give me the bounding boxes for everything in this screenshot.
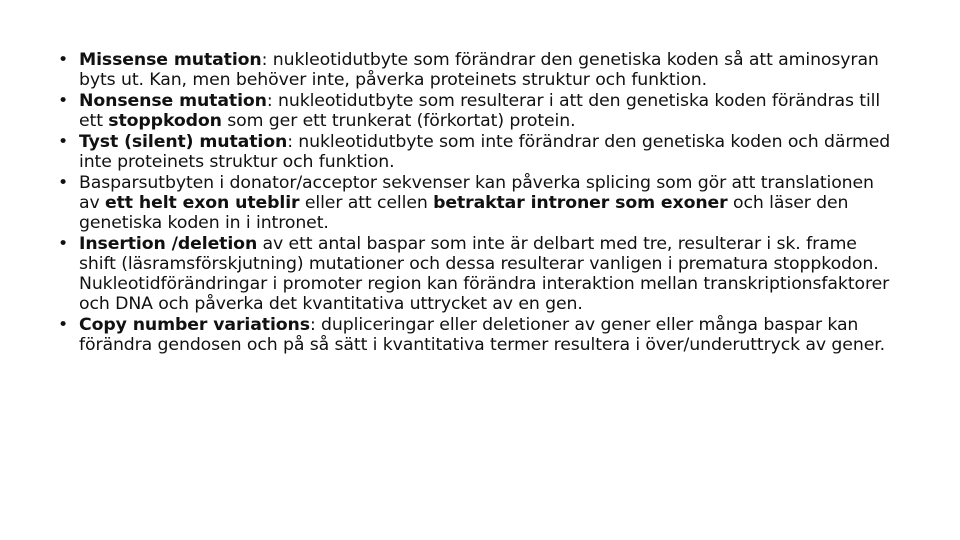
description-insertion-deletion: av ett antal baspar som inte är delbart med tre, resulterar i sk. frame shift (läsramsförskjutning) mutationer och dessa resulterar vanligen i prematura stoppkodon. Nukleotidförändringar i promoter region kan förändra interaktion mellan transkriptionsfaktorer och DNA och påverka det kvantitativa uttrycket av en gen. — [79, 234, 890, 314]
bullet-icon: • — [58, 173, 69, 193]
description-nonsense-mutation-before: : nukleotidutbyte som resulterar i att den genetiska koden förändras till ett — [79, 91, 881, 131]
bullet-icon: • — [58, 234, 69, 254]
description-splicing-before: Basparsutbyten i donator/acceptor sekvenser kan påverka splicing som gör att translationen av — [79, 173, 874, 213]
description-silent-mutation: : nukleotidutbyte som inte förändrar den genetiska koden och därmed inte proteinets struktur och funktion. — [79, 132, 891, 172]
emphasis-stoppkodon: stoppkodon — [108, 111, 222, 131]
term-nonsense-mutation: Nonsense mutation — [79, 91, 267, 111]
bullet-icon: • — [58, 91, 69, 111]
bullet-icon: • — [58, 132, 69, 152]
bullet-copy-number-variations — [58, 315, 898, 355]
bullet-silent-mutation — [58, 132, 898, 172]
term-copy-number-variations: Copy number variations — [79, 315, 310, 335]
emphasis-exon-skipping: ett helt exon uteblir — [105, 193, 300, 213]
bullet-missense-mutation — [58, 50, 898, 90]
term-missense-mutation: Missense mutation — [79, 50, 262, 70]
description-missense-mutation: : nukleotidutbyte som förändrar den genetiska koden så att aminosyran byts ut. Kan, men behöver inte, påverka proteinets struktur och funktion. — [79, 50, 879, 90]
description-nonsense-mutation-after: som ger ett trunkerat (förkortat) protein. — [221, 111, 576, 131]
term-insertion-deletion: Insertion /deletion — [79, 234, 258, 254]
description-splicing-after: och läser den genetiska koden in i intronet. — [79, 193, 849, 233]
emphasis-intron-retention: betraktar introner som exoner — [433, 193, 728, 213]
bullet-icon: • — [58, 315, 69, 335]
bullet-splicing — [58, 173, 898, 233]
term-silent-mutation: Tyst (silent) mutation — [79, 132, 288, 152]
description-splicing-middle: eller att cellen — [299, 193, 434, 213]
description-copy-number-variations: : dupliceringar eller deletioner av gener eller många baspar kan förändra gendosen och på så sätt i kvantitativa termer resultera i över/underuttryck av gener. — [79, 315, 886, 355]
bullet-list — [58, 50, 898, 355]
bullet-insertion-deletion — [58, 234, 898, 314]
bullet-nonsense-mutation — [58, 91, 898, 131]
bullet-icon: • — [58, 50, 69, 70]
